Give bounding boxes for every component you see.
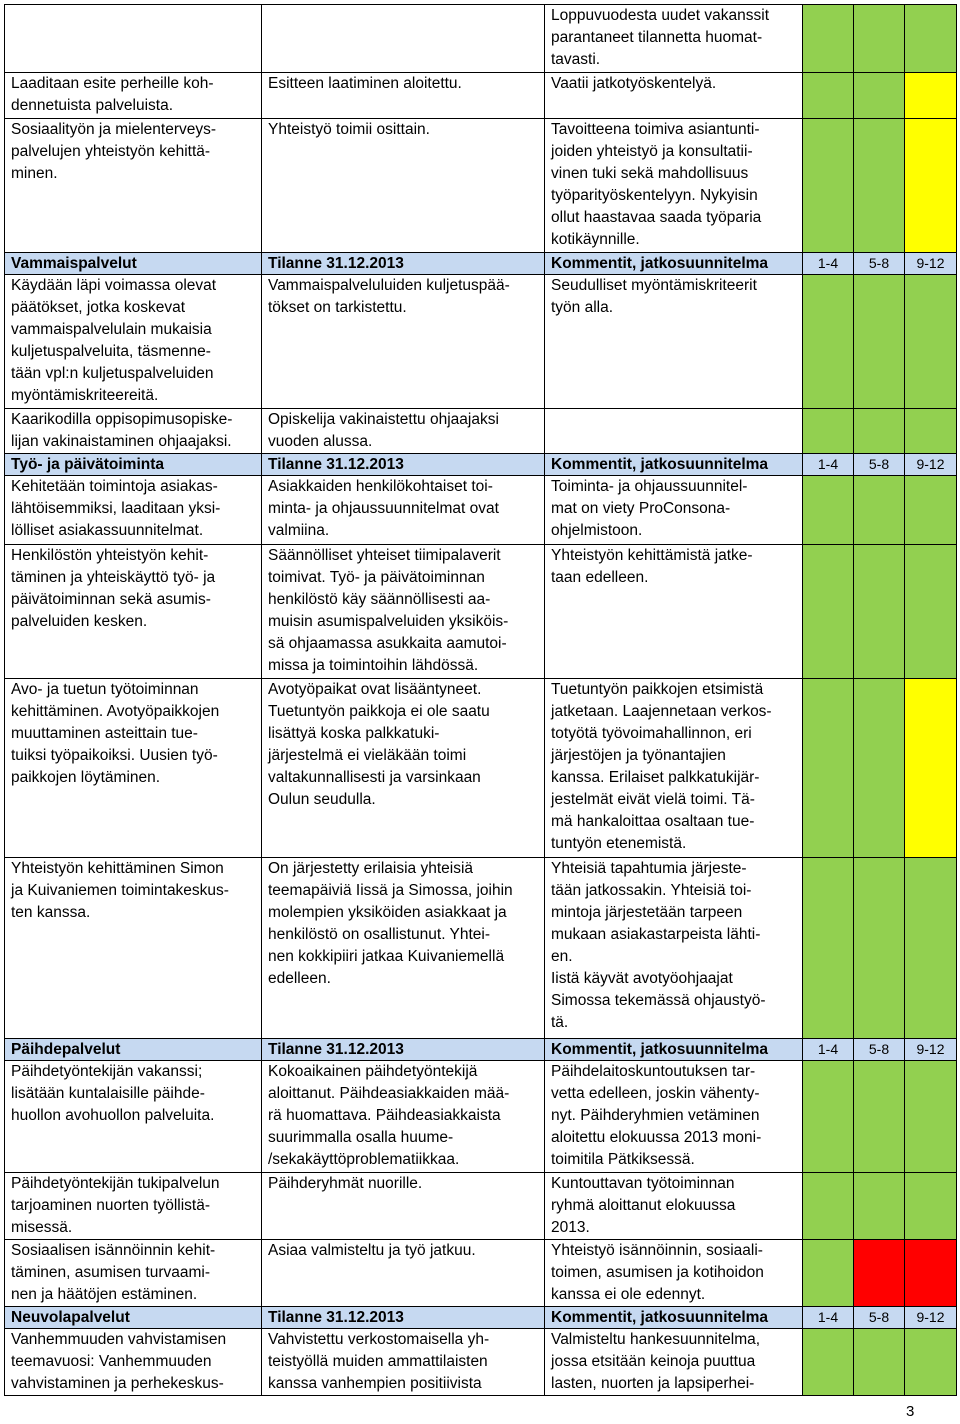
status-1-4-cell bbox=[803, 545, 854, 679]
status-text: Asiaa valmisteltu ja työ jatkuu. bbox=[262, 1240, 545, 1307]
status-5-8-cell bbox=[854, 275, 905, 409]
status-9-12-cell bbox=[905, 545, 957, 679]
status-9-12-cell bbox=[905, 476, 957, 545]
comment-text: Tavoitteena toimiva asiantunti- joiden yhteistyö ja konsultatii- vinen tuki sekä mahdollisuus työparityöskentelyyn. Nykyisin ollut haastavaa saada työparia kotikäynnille. bbox=[545, 119, 803, 253]
status-1-4-cell bbox=[803, 476, 854, 545]
status-1-4-cell bbox=[803, 1329, 854, 1396]
status-1-4-cell bbox=[803, 409, 854, 454]
status-5-8-cell bbox=[854, 409, 905, 454]
status-5-8-cell bbox=[854, 1240, 905, 1307]
status-1-4-cell bbox=[803, 5, 854, 73]
comment-text: Yhteistyön kehittämistä jatke- taan edelleen. bbox=[545, 545, 803, 679]
status-9-12-cell bbox=[905, 275, 957, 409]
comment-text: Seudulliset myöntämiskriteerit työn alla. bbox=[545, 275, 803, 409]
goal-row bbox=[5, 858, 957, 1039]
period-5-8-heading: 5-8 bbox=[854, 454, 905, 476]
goal-row bbox=[5, 409, 957, 454]
status-5-8-cell bbox=[854, 1061, 905, 1173]
comment-text: Yhteisiä tapahtumia järjeste- tään jatkossakin. Yhteisiä toi- mintoja järjestetään tarpeen mukaan asiakastarpeista lähti- en. Iistä käyvät avotyöohjaajat Simossa tekemässä ohjaustyö- tä. bbox=[545, 858, 803, 1039]
goal-row bbox=[5, 1061, 957, 1173]
status-5-8-cell bbox=[854, 476, 905, 545]
section-comment-heading: Kommentit, jatkosuunnitelma bbox=[545, 1039, 803, 1061]
status-1-4-cell bbox=[803, 119, 854, 253]
status-5-8-cell bbox=[854, 119, 905, 253]
goal-text: Henkilöstön yhteistyön kehit- täminen ja yhteiskäyttö työ- ja päivätoiminnan sekä asumis- palveluiden kesken. bbox=[5, 545, 262, 679]
period-1-4-heading: 1-4 bbox=[803, 253, 854, 275]
period-1-4-heading: 1-4 bbox=[803, 1039, 854, 1061]
status-9-12-cell bbox=[905, 858, 957, 1039]
status-9-12-cell bbox=[905, 1173, 957, 1240]
status-text: Avotyöpaikat ovat lisääntyneet. Tuetuntyön paikkoja ei ole saatu lisättyä koska palkkatuki- järjestelmä ei vieläkään toimi valtakunnallisesti ja varsinkaan Oulun seudulla. bbox=[262, 679, 545, 858]
section-date: Tilanne 31.12.2013 bbox=[262, 1307, 545, 1329]
goal-text: Laaditaan esite perheille koh- dennetuista palveluista. bbox=[5, 73, 262, 119]
goal-row bbox=[5, 1240, 957, 1307]
status-5-8-cell bbox=[854, 679, 905, 858]
goal-text: Sosiaalityön ja mielenterveys- palvelujen yhteistyön kehittä- minen. bbox=[5, 119, 262, 253]
goal-row bbox=[5, 275, 957, 409]
goal-text: Päihdetyöntekijän tukipalvelun tarjoaminen nuorten työllistä- misessä. bbox=[5, 1173, 262, 1240]
goal-text: Vanhemmuuden vahvistamisen teemavuosi: Vanhemmuuden vahvistaminen ja perhekeskus- bbox=[5, 1329, 262, 1396]
goal-text: Päihdetyöntekijän vakanssi; lisätään kuntalaisille päihde- huollon avohuollon palveluita. bbox=[5, 1061, 262, 1173]
period-9-12-heading: 9-12 bbox=[905, 1307, 957, 1329]
goal-row bbox=[5, 119, 957, 253]
goal-text: Kaarikodilla oppisopimusopiske- lijan vakinaistaminen ohjaajaksi. bbox=[5, 409, 262, 454]
status-text: Kokoaikainen päihdetyöntekijä aloittanut. Päihdeasiakkaiden mää- rä huomattava. Päihdeasiakkaista suurimmalla osalla huume- /sekakäyttöproblematiikkaa. bbox=[262, 1061, 545, 1173]
status-1-4-cell bbox=[803, 1240, 854, 1307]
comment-text: Vaatii jatkotyöskentelyä. bbox=[545, 73, 803, 119]
goal-text: Käydään läpi voimassa olevat päätökset, jotka koskevat vammaispalvelulain mukaisia kuljetuspalveluita, täsmenne- tään vpl:n kuljetuspalveluiden myöntämiskriteereitä. bbox=[5, 275, 262, 409]
goal-row bbox=[5, 679, 957, 858]
status-5-8-cell bbox=[854, 73, 905, 119]
status-text: Päihderyhmät nuorille. bbox=[262, 1173, 545, 1240]
status-9-12-cell bbox=[905, 1061, 957, 1173]
status-9-12-cell bbox=[905, 1329, 957, 1396]
section-title: Neuvolapalvelut bbox=[5, 1307, 262, 1329]
status-text: Säännölliset yhteiset tiimipalaverit toimivat. Työ- ja päivätoiminnan henkilöstö käy säännöllisesti aa- muisin asumispalveluiden yksiköis- sä ohjaamassa asukkaita aamutoi- missa ja toimintoihin lähdössä. bbox=[262, 545, 545, 679]
section-comment-heading: Kommentit, jatkosuunnitelma bbox=[545, 1307, 803, 1329]
status-1-4-cell bbox=[803, 1173, 854, 1240]
comment-text bbox=[545, 409, 803, 454]
status-text: Asiakkaiden henkilökohtaiset toi- minta- ja ohjaussuunnitelmat ovat valmiina. bbox=[262, 476, 545, 545]
status-text: Yhteistyö toimii osittain. bbox=[262, 119, 545, 253]
goal-text: Avo- ja tuetun työtoiminnan kehittäminen. Avotyöpaikkojen muuttaminen asteittain tue- tuiksi työpaikoiksi. Uusien työ- paikkojen löytäminen. bbox=[5, 679, 262, 858]
goal-row bbox=[5, 1329, 957, 1396]
status-9-12-cell bbox=[905, 119, 957, 253]
comment-text: Päihdelaitoskuntoutuksen tar- vetta edelleen, joskin vähenty- nyt. Päihderyhmien vetäminen aloitettu elokuussa 2013 moni- toimitila Pätkiksessä. bbox=[545, 1061, 803, 1173]
status-text: Opiskelija vakinaistettu ohjaajaksi vuoden alussa. bbox=[262, 409, 545, 454]
status-text: Vammaispalveluluiden kuljetuspää- tökset on tarkistettu. bbox=[262, 275, 545, 409]
section-header-row bbox=[5, 253, 957, 275]
status-5-8-cell bbox=[854, 1329, 905, 1396]
goal-row bbox=[5, 476, 957, 545]
period-1-4-heading: 1-4 bbox=[803, 454, 854, 476]
section-comment-heading: Kommentit, jatkosuunnitelma bbox=[545, 253, 803, 275]
goal-text bbox=[5, 5, 262, 73]
section-comment-heading: Kommentit, jatkosuunnitelma bbox=[545, 454, 803, 476]
goal-row bbox=[5, 73, 957, 119]
goal-text: Sosiaalisen isännöinnin kehit- täminen, asumisen turvaami- nen ja häätöjen estäminen. bbox=[5, 1240, 262, 1307]
section-header-row bbox=[5, 1039, 957, 1061]
status-5-8-cell bbox=[854, 858, 905, 1039]
status-9-12-cell bbox=[905, 5, 957, 73]
period-9-12-heading: 9-12 bbox=[905, 1039, 957, 1061]
period-5-8-heading: 5-8 bbox=[854, 1039, 905, 1061]
goal-text: Kehitetään toimintoja asiakas- lähtöisemmiksi, laaditaan yksi- lölliset asiakassuunnitelmat. bbox=[5, 476, 262, 545]
status-text: Vahvistettu verkostomaisella yh- teistyöllä muiden ammattilaisten kanssa vanhempien positiivista bbox=[262, 1329, 545, 1396]
period-9-12-heading: 9-12 bbox=[905, 253, 957, 275]
period-1-4-heading: 1-4 bbox=[803, 1307, 854, 1329]
goal-text: Yhteistyön kehittäminen Simon ja Kuivaniemen toimintakeskus- ten kanssa. bbox=[5, 858, 262, 1039]
status-text: Esitteen laatiminen aloitettu. bbox=[262, 73, 545, 119]
section-title: Päihdepalvelut bbox=[5, 1039, 262, 1061]
status-text bbox=[262, 5, 545, 73]
action-plan-table bbox=[4, 4, 957, 1396]
comment-text: Toiminta- ja ohjaussuunnitel- mat on viety ProConsona- ohjelmistoon. bbox=[545, 476, 803, 545]
status-5-8-cell bbox=[854, 545, 905, 679]
section-title: Työ- ja päivätoiminta bbox=[5, 454, 262, 476]
goal-row bbox=[5, 5, 957, 73]
period-5-8-heading: 5-8 bbox=[854, 1307, 905, 1329]
comment-text: Kuntouttavan työtoiminnan ryhmä aloittanut elokuussa 2013. bbox=[545, 1173, 803, 1240]
section-date: Tilanne 31.12.2013 bbox=[262, 253, 545, 275]
section-date: Tilanne 31.12.2013 bbox=[262, 1039, 545, 1061]
status-9-12-cell bbox=[905, 1240, 957, 1307]
status-9-12-cell bbox=[905, 409, 957, 454]
status-9-12-cell bbox=[905, 73, 957, 119]
comment-text: Valmisteltu hankesuunnitelma, jossa etsitään keinoja puuttua lasten, nuorten ja lapsiperhei- bbox=[545, 1329, 803, 1396]
section-title: Vammaispalvelut bbox=[5, 253, 262, 275]
status-5-8-cell bbox=[854, 1173, 905, 1240]
section-header-row bbox=[5, 454, 957, 476]
status-1-4-cell bbox=[803, 1061, 854, 1173]
goal-row bbox=[5, 545, 957, 679]
comment-text: Loppuvuodesta uudet vakanssit parantaneet tilannetta huomat- tavasti. bbox=[545, 5, 803, 73]
section-header-row bbox=[5, 1307, 957, 1329]
status-1-4-cell bbox=[803, 858, 854, 1039]
goal-row bbox=[5, 1173, 957, 1240]
status-9-12-cell bbox=[905, 679, 957, 858]
page-number: 3 bbox=[906, 1403, 915, 1420]
comment-text: Tuetuntyön paikkojen etsimistä jatketaan. Laajennetaan verkos- totyötä työvoimahallinnon, eri järjestöjen ja työnantajien kanssa. Erilaiset palkkatukijär- jestelmät eivät vielä toimi. Tä- mä hankaloittaa osaltaan tue- tuntyön etenemistä. bbox=[545, 679, 803, 858]
status-1-4-cell bbox=[803, 275, 854, 409]
period-5-8-heading: 5-8 bbox=[854, 253, 905, 275]
status-text: On järjestetty erilaisia yhteisiä teemapäiviä Iissä ja Simossa, joihin molempien yksiköiden asiakkaat ja henkilöstö on osallistunut. Yhtei- nen kokkipiiri jatkaa Kuivaniemellä edelleen. bbox=[262, 858, 545, 1039]
status-1-4-cell bbox=[803, 73, 854, 119]
status-5-8-cell bbox=[854, 5, 905, 73]
status-1-4-cell bbox=[803, 679, 854, 858]
comment-text: Yhteistyö isännöinnin, sosiaali- toimen, asumisen ja kotihoidon kanssa ei ole edennyt. bbox=[545, 1240, 803, 1307]
section-date: Tilanne 31.12.2013 bbox=[262, 454, 545, 476]
period-9-12-heading: 9-12 bbox=[905, 454, 957, 476]
